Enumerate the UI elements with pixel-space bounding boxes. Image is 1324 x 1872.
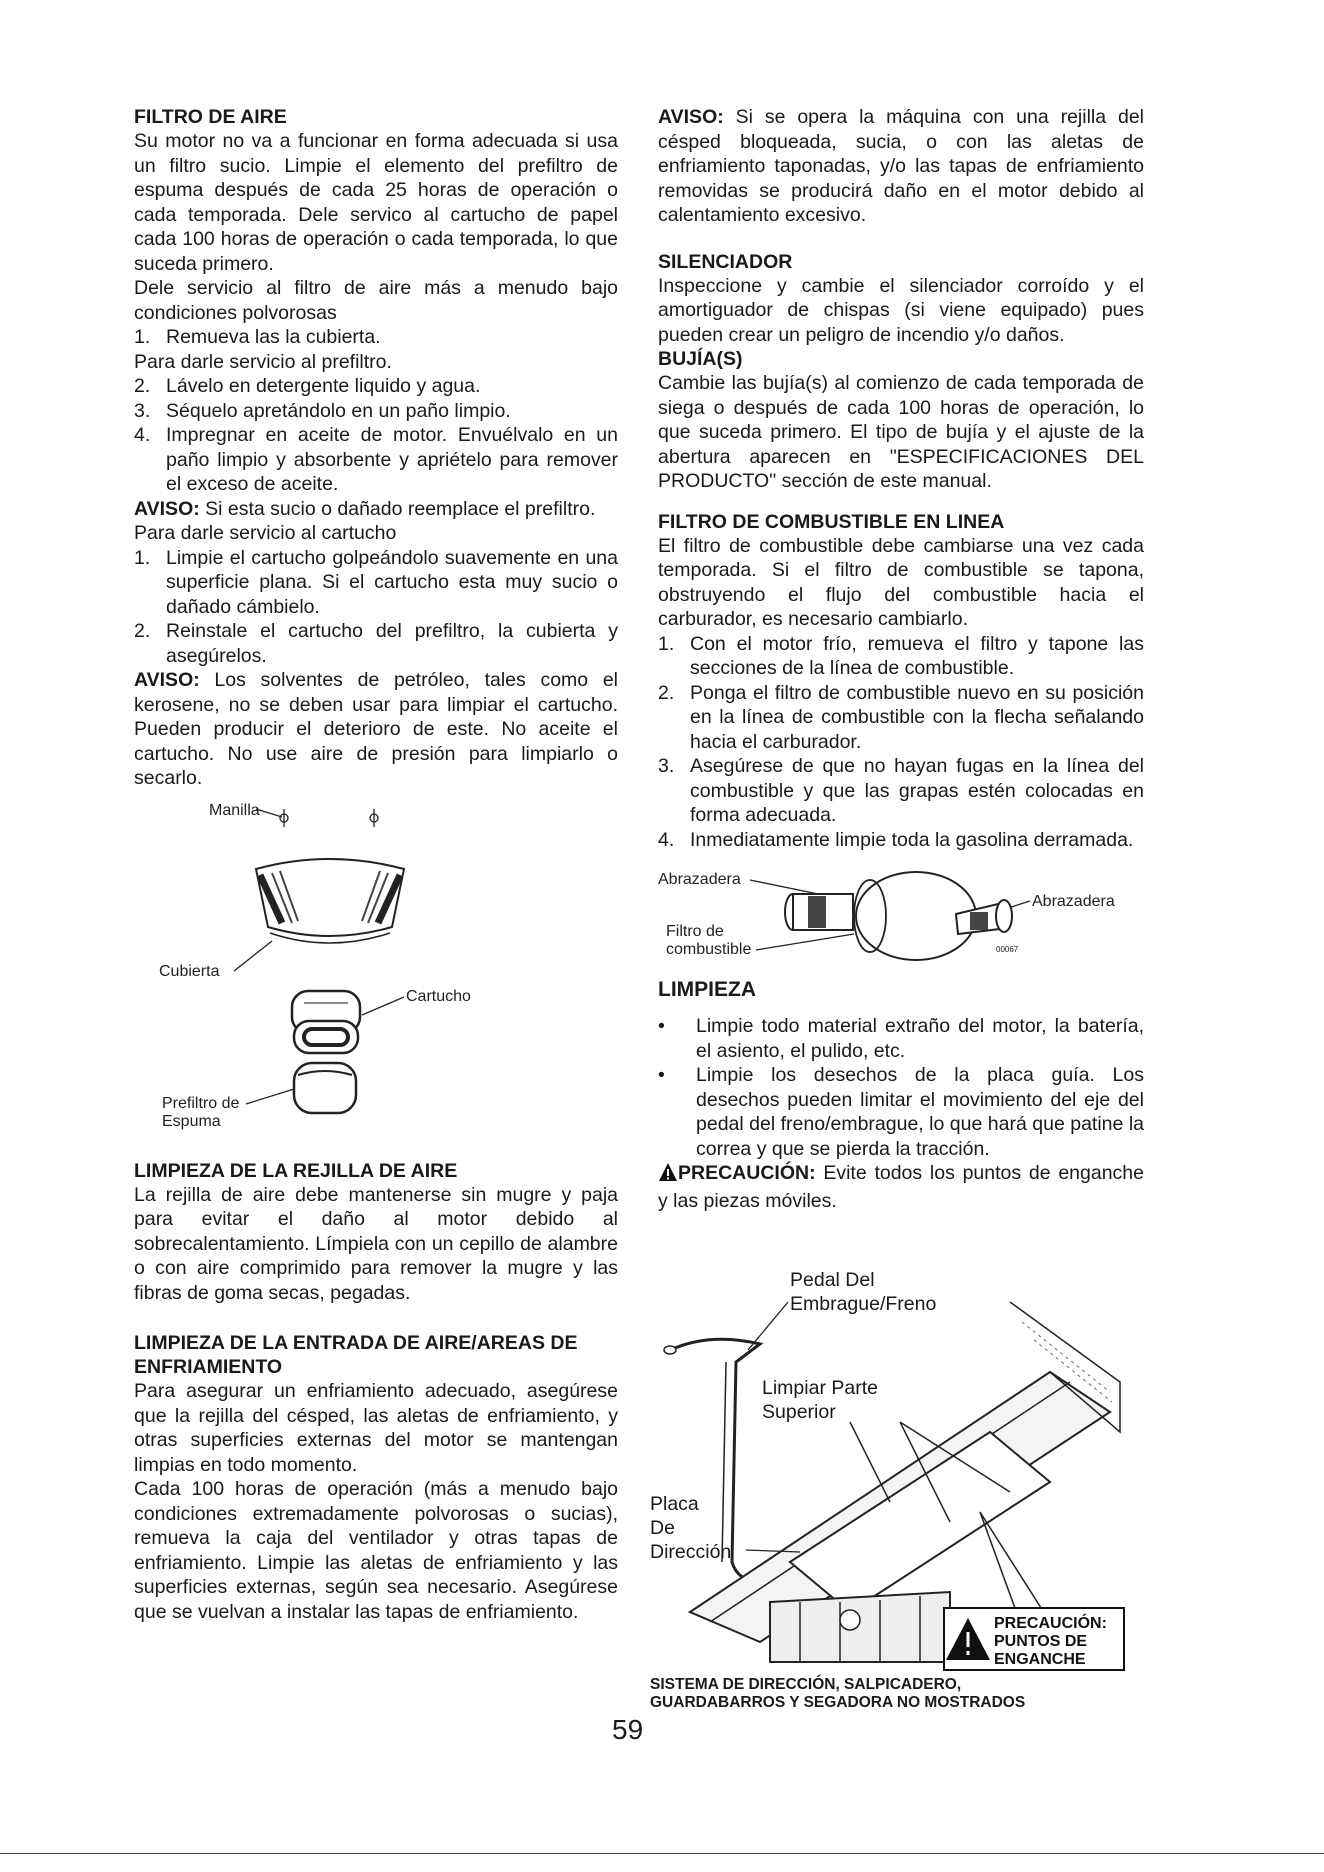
caution-paragraph: PRECAUCIÓN: Evite todos los puntos de enganche y las piezas móviles. xyxy=(658,1162,1144,1212)
steering-plate-label-2: De xyxy=(650,1517,675,1539)
clean-top-label-2: Superior xyxy=(762,1401,836,1423)
handle-knob-icon xyxy=(370,809,378,827)
prefilter-shape xyxy=(294,1063,356,1113)
warning-line-1: PRECAUCIÓN: xyxy=(994,1615,1107,1632)
pedal-label: Pedal Del xyxy=(790,1269,875,1291)
caption-line-2: GUARDABARROS Y SEGADORA NO MOSTRADOS xyxy=(650,1694,1026,1711)
cover-shape xyxy=(256,859,404,943)
clamp-right-label: Abrazadera xyxy=(1032,893,1115,910)
right-column xyxy=(658,105,1144,1213)
intake-paragraph-1: Para asegurar un enfriamiento adecuado, asegúrese que la rejilla del césped, las aletas de enfriamiento, y otras superficies externas del motor se mantengan limpias en todo momento. xyxy=(134,1380,618,1476)
cover-step-list xyxy=(134,325,618,350)
grille-title: LIMPIEZA DE LA REJILLA DE AIRE xyxy=(134,1159,458,1182)
clamp-left-label: Abrazadera xyxy=(658,871,741,888)
list-item: 1. Con el motor frío, remueva el filtro y tapone las secciones de la línea de combustible. xyxy=(658,632,1144,679)
cartridge-label: Cartucho xyxy=(406,987,471,1005)
figure-caption xyxy=(650,1676,1170,1712)
list-item: 1. Remueva las la cubierta. xyxy=(134,326,381,348)
list-item: 4. Inmediatamente limpie toda la gasolina derramada. xyxy=(658,828,1134,851)
notice-solvents: AVISO: Los solventes de petróleo, tales como el kerosene, no se deben usar para limpiar el cartucho. Pueden producir el deterioro de este. No aceite el cartucho. No use aire de presión para limpiarlo o secarlo. xyxy=(134,669,618,789)
pedal-label-2: Embrague/Freno xyxy=(790,1293,937,1315)
list-item: 2. Ponga el filtro de combustible nuevo en su posición en la línea de combustible con la flecha señalando hacia el carburador. xyxy=(658,681,1144,753)
air-filter-paragraph-1: Su motor no va a funcionar en forma adecuada si usa un filtro sucio. Limpie el elemento del prefiltro de espuma después de cada 25 horas de operación o cada temporada. Dele servico al cartucho de papel cada 100 horas de operación o cada temporada, lo que suceda primero. xyxy=(134,130,618,275)
muffler-paragraph: Inspeccione y cambie el silenciador corroído y el amortiguador de chispas (si viene equipado) pues pueden crear un peligro de incendio y/o daños. xyxy=(658,274,1144,346)
fuel-filter-step-list xyxy=(658,632,1144,853)
pinch-point-warning-box xyxy=(944,1608,1124,1670)
notice-prefilter: AVISO: Si esta sucio o dañado reemplace el prefiltro. xyxy=(134,497,596,520)
cartridge-intro: Para darle servicio al cartucho xyxy=(134,522,397,544)
fuel-filter-diagram xyxy=(658,864,1144,976)
fuel-filter-shape xyxy=(785,872,1012,960)
cartridge-shape xyxy=(292,991,360,1053)
cartridge-step-list xyxy=(134,546,618,669)
cleaning-title: LIMPIEZA xyxy=(658,978,756,1001)
left-column xyxy=(134,105,618,1624)
list-item: • Limpie los desechos de la placa guía. Los desechos pueden limitar el movimiento del eje del pedal del freno/embrague, lo que hará que patine la correa y que se pierda la tracción. xyxy=(658,1064,1144,1160)
handle-knob-icon xyxy=(280,809,288,827)
fuel-filter-label: Filtro de xyxy=(666,923,724,940)
warning-triangle-icon xyxy=(658,1162,678,1189)
muffler-title: SILENCIADOR xyxy=(658,250,793,273)
prefilter-step-list xyxy=(134,374,618,497)
grille-paragraph: La rejilla de aire debe mantenerse sin mugre y paja para evitar el daño al motor debido al sobrecalentamiento. Límpiela con un cepillo de alambre o con aire comprimido para remover la mugre y las fibras de goma secas, pegadas. xyxy=(134,1183,618,1304)
air-filter-paragraph-2: Dele servicio al filtro de aire más a menudo bajo condiciones polvorosas xyxy=(134,277,618,324)
fuel-filter-label-2: combustible xyxy=(666,941,752,958)
steering-plate-label: Placa xyxy=(650,1493,699,1515)
air-filter-diagram xyxy=(154,793,574,1133)
bottom-divider xyxy=(0,1853,1324,1854)
prefilter-label-2: Espuma xyxy=(162,1112,221,1130)
intake-title: LIMPIEZA DE LA ENTRADA DE AIRE/AREAS DE ENFRIAMIENTO xyxy=(134,1332,578,1378)
clean-top-label: Limpiar Parte xyxy=(762,1377,878,1399)
fuel-filter-paragraph: El filtro de combustible debe cambiarse una vez cada temporada. Si el filtro de combustible se tapona, obstruyendo el flujo del combustible hacia el carburador, es necesario cambiarlo. xyxy=(658,534,1144,630)
steering-plate-label-3: Dirección xyxy=(650,1541,732,1563)
figure-code: 00067 xyxy=(996,945,1019,954)
spark-plug-title: BUJÍA(S) xyxy=(658,348,743,370)
cleaning-bullet-list xyxy=(658,1014,1144,1161)
intake-paragraph-2: Cada 100 horas de operación (más a menudo bajo condiciones extremadamente polvorosas o sucias), remueva la caja del ventilador y otras tapas de enfriamiento. Limpie las aletas de enfriamiento y las superficies externas, según sea necesario. Asegúrese que se vuelvan a instalar las tapas de enfriamiento. xyxy=(134,1478,618,1623)
prefilter-label: Prefiltro de xyxy=(162,1094,240,1112)
notice-overheat: AVISO: Si se opera la máquina con una rejilla del césped bloqueada, sucia, o con las aletas de enfriamiento taponadas, y/o las tapas de enfriamiento removidas se producirá daño en el motor debido al calentamiento excesivo. xyxy=(658,106,1144,226)
caption-line-1: SISTEMA DE DIRECCIÓN, SALPICADERO, xyxy=(650,1676,962,1693)
list-item: 4. Impregnar en aceite de motor. Envuélvalo en un paño limpio y absorbente y apriételo para remover el exceso de aceite. xyxy=(134,424,618,495)
handle-label: Manilla xyxy=(209,801,260,819)
warning-line-3: ENGANCHE xyxy=(994,1651,1086,1668)
list-item: 2. Lávelo en detergente liquido y agua. xyxy=(134,375,481,397)
list-item: 1. Limpie el cartucho golpeándolo suavemente en una superficie plana. Si el cartucho esta muy sucio o dañado cámbielo. xyxy=(134,546,618,618)
steering-plate-diagram xyxy=(650,1262,1126,1672)
list-item: 2. Reinstale el cartucho del prefiltro, la cubierta y asegúrelos. xyxy=(134,620,618,667)
list-item: 3. Asegúrese de que no hayan fugas en la línea del combustible y que las grapas estén colocadas en forma adecuada. xyxy=(658,755,1144,826)
prefilter-intro: Para darle servicio al prefiltro. xyxy=(134,350,392,373)
fuel-filter-title: FILTRO DE COMBUSTIBLE EN LINEA xyxy=(658,510,1005,533)
list-item: • Limpie todo material extraño del motor, la batería, el asiento, el pulido, etc. xyxy=(658,1015,1144,1062)
cover-label: Cubierta xyxy=(159,962,220,980)
air-filter-title: FILTRO DE AIRE xyxy=(134,106,287,128)
page-number: 59 xyxy=(612,1714,644,1745)
list-item: 3. Séquelo apretándolo en un paño limpio. xyxy=(134,399,511,422)
warning-line-2: PUNTOS DE xyxy=(994,1633,1088,1650)
spark-plug-paragraph: Cambie las bujía(s) al comienzo de cada temporada de siega o después de cada 100 horas de operación, lo que suceda primero. El tipo de bujía y el ajuste de la abertura aparecen en "ESPECIFICACIONES DEL PRODUCTO" sección de este manual. xyxy=(658,372,1144,492)
